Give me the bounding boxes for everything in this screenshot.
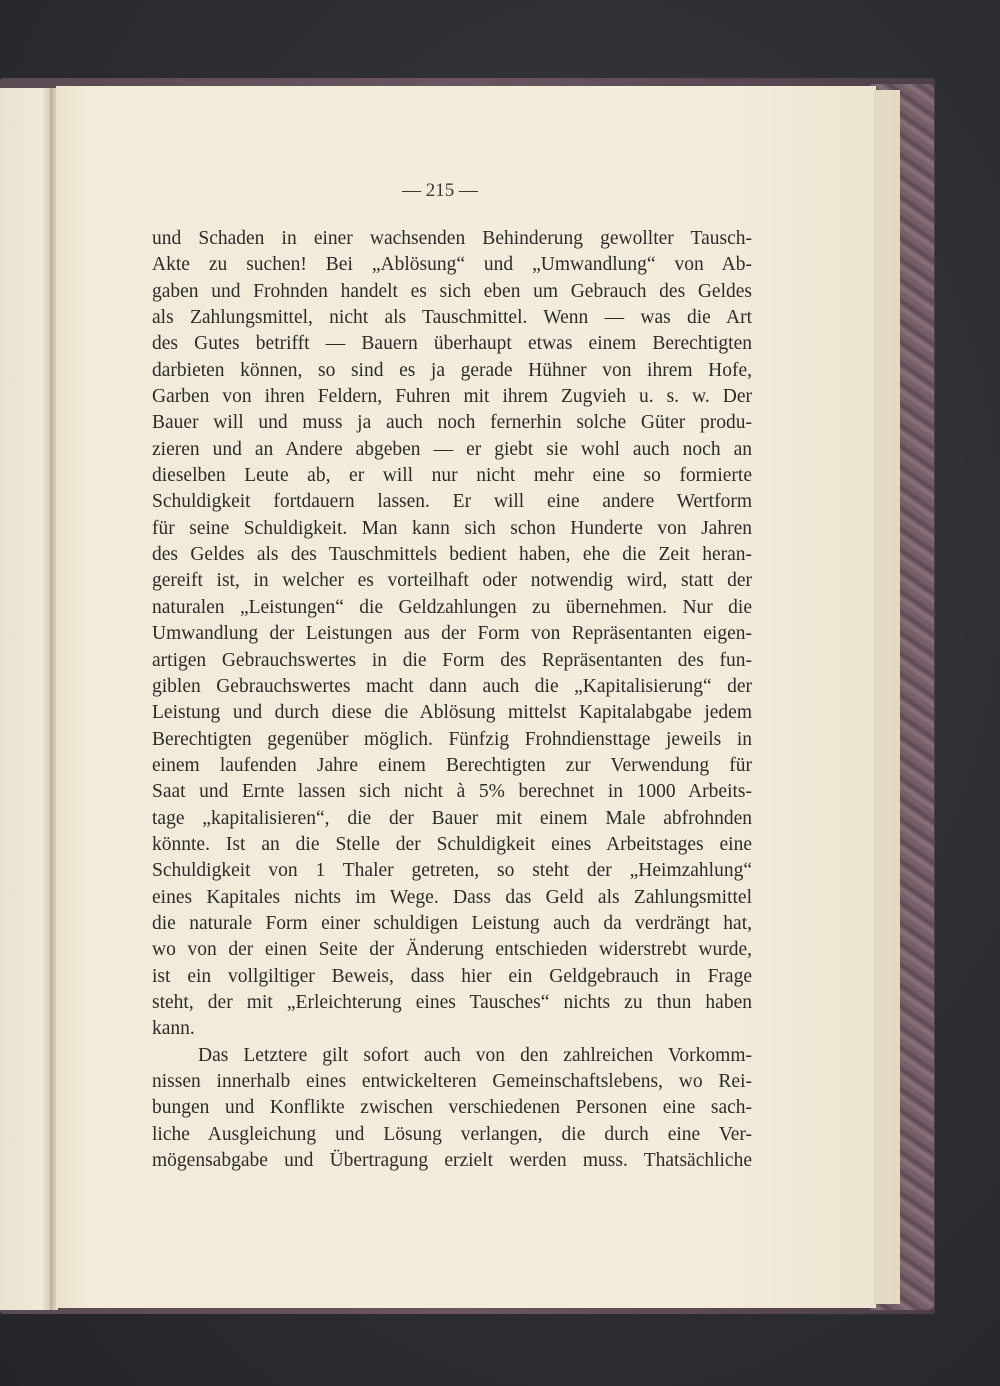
page-number: — 215 —	[402, 180, 478, 201]
text-line: gereift ist, in welcher es vorteilhaft oder notwendig wird, statt der	[152, 570, 752, 592]
text-line: giblen Gebrauchswertes macht dann auch die „Kapitalisierung“ der	[152, 675, 752, 697]
text-line: naturalen „Leistungen“ die Geldzahlungen zu übernehmen. Nur die	[152, 596, 752, 618]
text-line: Berechtigten gegenüber möglich. Fünfzig Frohndiensttage jeweils in	[152, 728, 752, 750]
text-line: nissen innerhalb eines entwickelteren Gemeinschaftslebens, wo Rei-	[152, 1071, 752, 1092]
text-line: tage „kapitalisieren“, die der Bauer mit einem Male abfrohnden	[152, 807, 752, 829]
text-line: Umwandlung der Leistungen aus der Form von Repräsentanten eigen-	[152, 623, 752, 645]
text-line: eines Kapitales nichts im Wege. Dass das Geld als Zahlungsmittel	[152, 886, 752, 908]
left-page-edge	[0, 88, 52, 1310]
text-line: Garben von ihren Feldern, Fuhren mit ihrem Zugvieh u. s. w. Der	[152, 386, 752, 408]
text-line: darbieten können, so sind es ja gerade Hühner von ihrem Hofe,	[152, 359, 752, 381]
text-line: die naturale Form einer schuldigen Leistung auch da verdrängt hat,	[152, 912, 752, 934]
text-line: als Zahlungsmittel, nicht als Tauschmittel. Wenn — was die Art	[152, 307, 752, 329]
text-line: für seine Schuldigkeit. Man kann sich schon Hunderte von Jahren	[152, 517, 752, 539]
text-line: Schuldigkeit von 1 Thaler getreten, so steht der „Heimzahlung“	[152, 860, 752, 882]
text-line: Das Letztere gilt sofort auch von den zahlreichen Vorkomm-	[198, 1044, 752, 1066]
text-line: Leistung und durch diese die Ablösung mittelst Kapitalabgabe jedem	[152, 702, 752, 724]
text-line: Akte zu suchen! Bei „Ablösung“ und „Umwandlung“ von Ab-	[152, 254, 752, 276]
page-header	[0, 180, 1000, 202]
text-line: und Schaden in einer wachsenden Behinderung gewollter Tausch-	[152, 228, 752, 249]
text-line: Schuldigkeit fortdauern lassen. Er will eine andere Wertform	[152, 491, 752, 513]
text-line: ist ein vollgiltiger Beweis, dass hier ein Geldgebrauch in Frage	[152, 965, 752, 987]
text-line: Bauer will und muss ja auch noch fernerhin solche Güter produ-	[152, 412, 752, 434]
text-line: liche Ausgleichung und Lösung verlangen, die durch eine Ver-	[152, 1123, 752, 1145]
page-stack-edges	[874, 90, 900, 1304]
text-line: steht, der mit „Erleichterung eines Tausches“ nichts zu thun haben	[152, 991, 752, 1013]
text-line: mögensabgabe und Übertragung erzielt werden muss. Thatsächliche	[152, 1150, 752, 1172]
text-line: zieren und an Andere abgeben — er giebt sie wohl auch noch an	[152, 438, 752, 460]
text-line: gaben und Frohnden handelt es sich eben um Gebrauch des Geldes	[152, 280, 752, 302]
text-line: wo von der einen Seite der Änderung entschieden widerstrebt wurde,	[152, 939, 752, 961]
text-line: bungen und Konflikte zwischen verschiedenen Personen eine sach-	[152, 1097, 752, 1119]
text-line: des Gutes betrifft — Bauern überhaupt etwas einem Berechtigten	[152, 333, 752, 355]
text-line: könnte. Ist an die Stelle der Schuldigkeit eines Arbeitstages eine	[152, 833, 752, 855]
text-line: artigen Gebrauchswertes in die Form des Repräsentanten des fun-	[152, 649, 752, 671]
text-line: dieselben Leute ab, er will nur nicht mehr eine so formierte	[152, 465, 752, 487]
text-line: Saat und Ernte lassen sich nicht à 5% berechnet in 1000 Arbeits-	[152, 781, 752, 803]
text-line: des Geldes als des Tauschmittels bedient haben, ehe die Zeit heran-	[152, 544, 752, 566]
text-line: kann.	[152, 1018, 195, 1040]
text-line: einem laufenden Jahre einem Berechtigten zur Verwendung für	[152, 754, 752, 776]
body-text	[152, 226, 752, 1174]
